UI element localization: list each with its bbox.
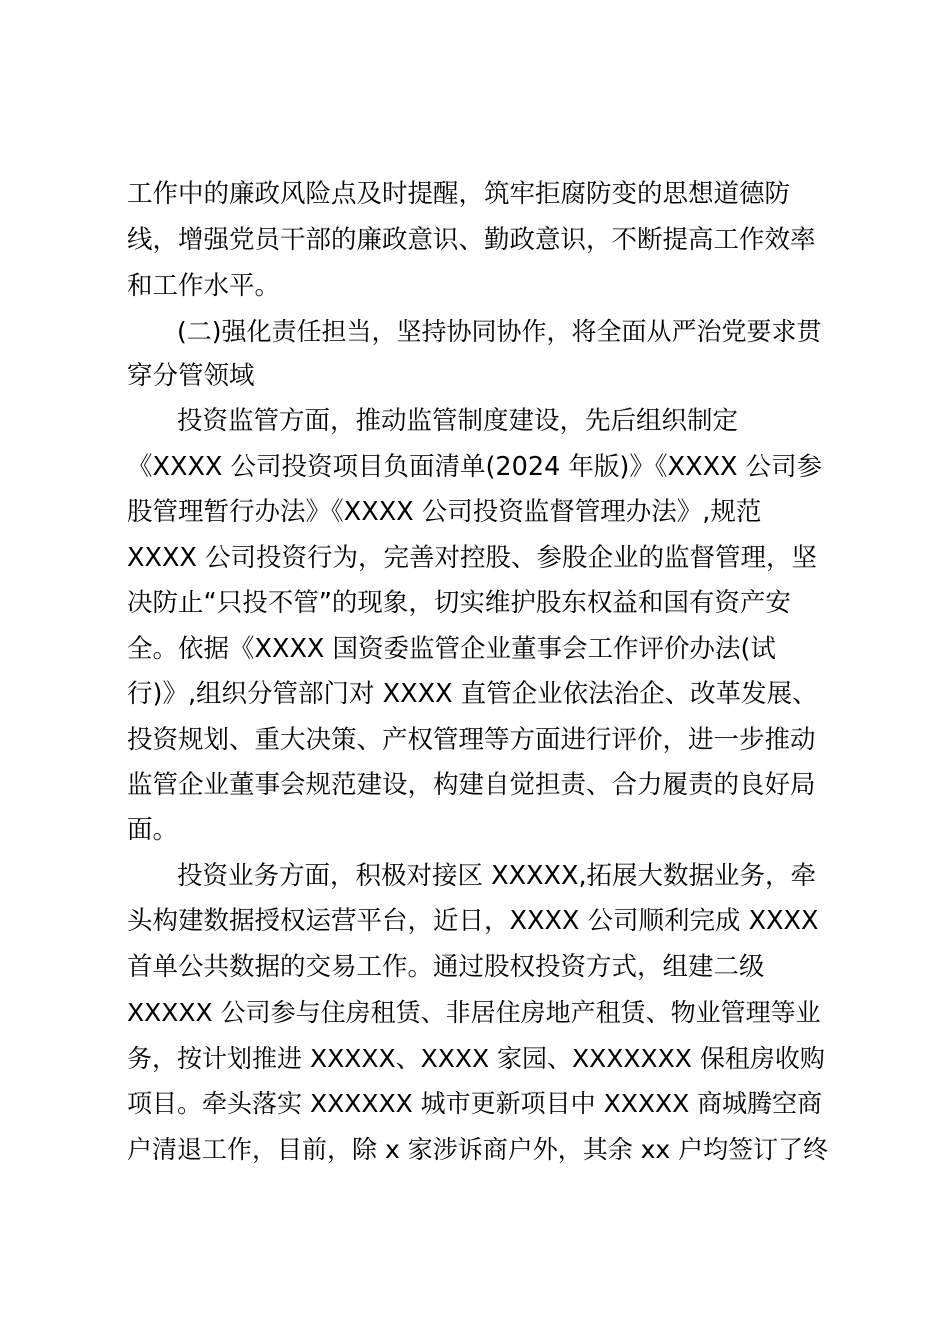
text-line: 决防止“只投不管”的现象，切实维护股东权益和国有资产安 (127, 588, 791, 618)
text-line: 全。依据《XXXX 国资委监管企业董事会工作评价办法(试 (127, 634, 776, 664)
text-line: 头构建数据授权运营平台，近日，XXXX 公司顺利完成 XXXX (127, 906, 819, 936)
text-line: 务，按计划推进 XXXXX、XXXX 家园、XXXXXXX 保租房收购 (127, 1044, 825, 1073)
text-line: 工作中的廉政风险点及时提醒，筑牢拒腐防变的思想道德防 (127, 179, 791, 209)
text-line: 户清退工作，目前，除 x 家涉诉商户外，其余 xx 户均签订了终 (127, 1135, 829, 1164)
section-heading: (二)强化责任担当，坚持协同协作，将全面从严治党要求贯 (177, 317, 822, 346)
section-heading-continued: 穿分管领域 (127, 361, 255, 391)
text-line: 《XXXX 公司投资项目负面清单(2024 年版)》《XXXX 公司参 (127, 452, 823, 482)
paragraph-start: 投资业务方面，积极对接区 XXXXX,拓展大数据业务，牵 (177, 861, 817, 891)
text-line: 面。 (127, 815, 179, 845)
text-line: 项目。牵头落实 XXXXXX 城市更新项目中 XXXXX 商城腾空商 (127, 1089, 823, 1118)
text-line: 股管理暂行办法》《XXXX 公司投资监督管理办法》,规范 (127, 497, 762, 527)
text-line: 投资规划、重大决策、产权管理等方面进行评价，进一步推动 (127, 725, 816, 755)
text-line: 首单公共数据的交易工作。通过股权投资方式，组建二级 (127, 952, 765, 982)
text-line: 监管企业董事会规范建设，构建自觉担责、合力履责的良好局 (127, 770, 816, 800)
text-line: 和工作水平。 (127, 271, 281, 301)
text-line: 行)》,组织分管部门对 XXXX 直管企业依法治企、改革发展、 (127, 679, 818, 709)
text-line: XXXX 公司投资行为，完善对控股、参股企业的监督管理，坚 (127, 543, 817, 573)
text-line: XXXXX 公司参与住房租赁、非居住房地产租赁、物业管理等业 (127, 998, 821, 1027)
text-line: 线，增强党员干部的廉政意识、勤政意识，不断提高工作效率 (127, 225, 816, 255)
paragraph-start: 投资监管方面，推动监管制度建设，先后组织制定 (177, 406, 739, 436)
